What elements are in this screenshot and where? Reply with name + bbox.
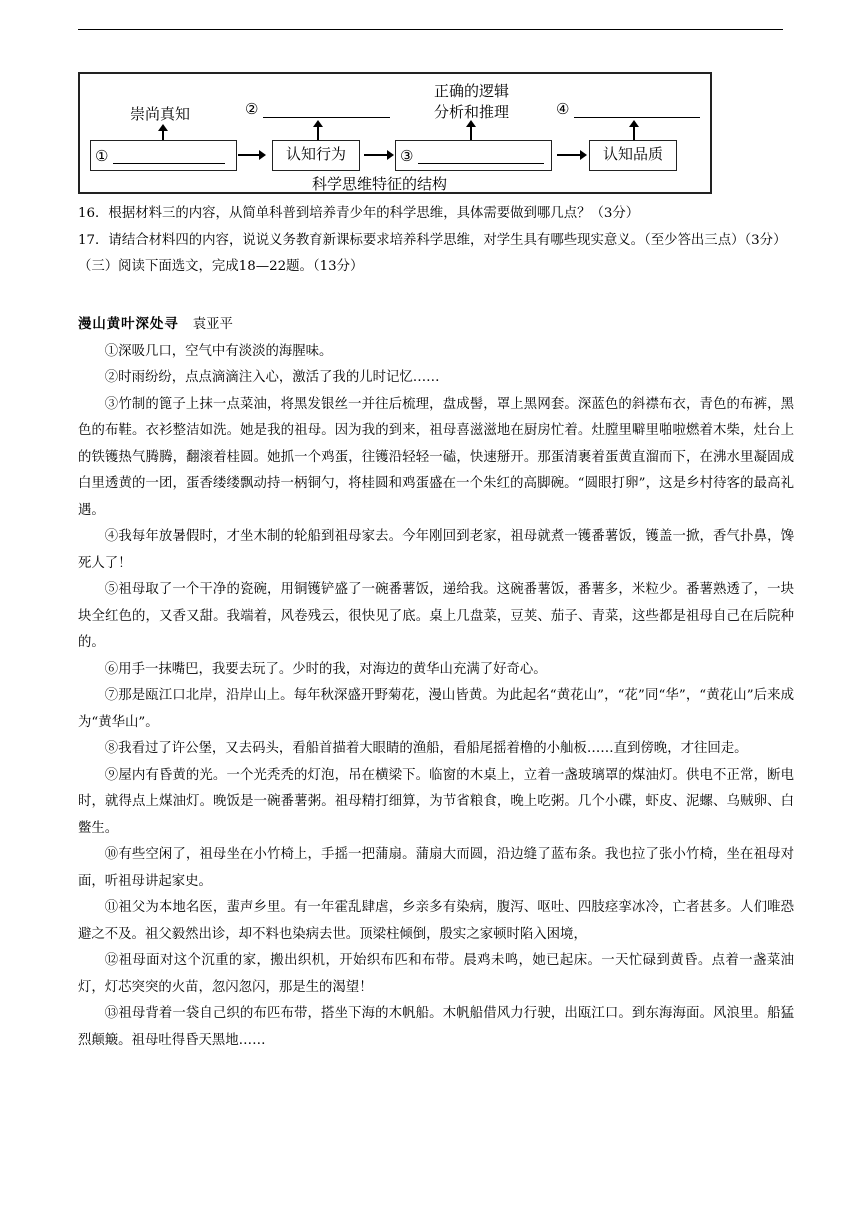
paragraph-7: ⑦那是瓯江口北岸，沿岸山上。每年秋深盛开野菊花，漫山皆黄。为此起名“黄花山”，“花”同“华”，“黄花山”后来成为“黄华山”。 xyxy=(78,688,794,730)
question-16: 16．根据材料三的内容，从简单科普到培养青少年的科学思维，具体需要做到哪几点？（3分） xyxy=(78,206,640,221)
box-4 xyxy=(589,140,677,171)
section-three-heading: （三）阅读下面选文，完成18—22题。（13分） xyxy=(78,259,364,274)
arrow-up-4 xyxy=(633,126,635,141)
article-author: 袁亚平 xyxy=(192,317,233,332)
paragraph-1: ①深吸几口，空气中有淡淡的海腥味。 xyxy=(104,343,333,359)
blank-line-2 xyxy=(263,117,390,118)
paragraph-13: ⑬祖母背着一袋自己织的布匹布带，搭坐下海的木帆船。木帆船借风力行驶，出瓯江口。到东海海面。风浪里。船猛烈颠簸。祖母吐得昏天黑地…… xyxy=(78,1006,794,1048)
arrow-up-3 xyxy=(470,126,472,141)
question-17: 17．请结合材料四的内容，说说义务教育新课标要求培养科学思维，对学生具有哪些现实意义。（至少答出三点）（3分） xyxy=(78,232,787,248)
science-thinking-diagram xyxy=(78,72,712,194)
arrow-right-3 xyxy=(557,154,581,156)
box-2-label: 认知行为 xyxy=(285,145,346,163)
arrow-right-1 xyxy=(238,154,260,156)
box-4-label: 认知品质 xyxy=(602,145,663,163)
box-1-label: ① xyxy=(95,147,109,165)
header-rule xyxy=(78,29,783,30)
arrow-up-2 xyxy=(317,126,319,141)
paragraph-3: ③竹制的篦子上抹一点菜油，将黑发银丝一并往后梳理，盘成髻，罩上黑网套。深蓝色的斜襟布衣，青色的布裤，黑色的布鞋。衣衫整洁如洗。她是我的祖母。因为我的到来，祖母喜滋滋地在厨房忙着。灶膛里噼里啪啦燃着木柴，灶台上的铁镬热气腾腾，翻滚着桂圆。她抓一个鸡蛋，往镬沿轻轻一磕，快速掰开。那蛋清裹着蛋黄直溜而下，在沸水里凝固成白里透黄的一团，蛋香缕缕飘动持一柄铜勺，将桂圆和鸡蛋盛在一个朱红的高脚碗。“圆眼打卵”，这是乡村待客的最高礼遇。 xyxy=(78,396,794,518)
box-1-blank xyxy=(113,163,225,164)
box-3-label: ③ xyxy=(400,147,414,165)
paragraph-6: ⑥用手一抹嘴巴，我要去玩了。少时的我，对海边的黄华山充满了好奇心。 xyxy=(104,661,547,677)
paragraph-10: ⑩有些空闲了，祖母坐在小竹椅上，手摇一把蒲扇。蒲扇大而圆，沿边缝了蓝布条。我也拉了张小竹椅，坐在祖母对面，听祖母讲起家史。 xyxy=(78,847,794,889)
label-blank-4: ④ xyxy=(556,100,570,118)
paragraph-5: ⑤祖母取了一个干净的瓷碗，用铜镬铲盛了一碗番薯饭，递给我。这碗番薯饭，番薯多，米粒少。番薯熟透了，一块块全红色的，又香又甜。我端着，风卷残云，很快见了底。桌上几盘菜，豆荚、茄子、青菜，这些都是祖母自己在后院种的。 xyxy=(78,582,794,650)
diagram-caption: 科学思维特征的结构 xyxy=(312,175,448,193)
paragraph-12: ⑫祖母面对这个沉重的家，搬出织机，开始织布匹和布带。晨鸡未鸣，她已起床。一天忙碌到黄昏。点着一盏菜油灯，灯芯突突的火苗，忽闪忽闪，那是生的渴望！ xyxy=(78,953,794,995)
paragraph-8: ⑧我看过了许公堡，又去码头，看船首描着大眼睛的渔船，看船尾摇着橹的小舢板……直到傍晚，才往回走。 xyxy=(104,741,748,756)
blank-line-4 xyxy=(574,117,700,118)
box-3 xyxy=(395,140,552,171)
article-heading xyxy=(78,311,794,339)
label-logic-line1: 正确的逻辑 xyxy=(434,82,510,100)
arrow-right-2 xyxy=(364,154,388,156)
paragraph-2: ②时雨纷纷，点点滴滴注入心，激活了我的儿时记忆…… xyxy=(104,370,440,385)
questions-block xyxy=(78,201,794,281)
label-chongshang-zhenzhi: 崇尚真知 xyxy=(130,105,191,123)
article xyxy=(78,311,794,1054)
paragraph-11: ⑪祖父为本地名医，蜚声乡里。有一年霍乱肆虐，乡亲多有染病，腹泻、呕吐、四肢痉挛冰冷，亡者甚多。人们唯恐避之不及。祖父毅然出诊，却不料也染病去世。顶梁柱倾倒，殷实之家顿时陷入困境， xyxy=(78,900,794,942)
paragraph-9: ⑨屋内有昏黄的光。一个光秃秃的灯泡，吊在横梁下。临窗的木桌上，立着一盏玻璃罩的煤油灯。供电不正常，断电时，就得点上煤油灯。晚饭是一碗番薯粥。祖母精打细算，为节省粮食，晚上吃粥。几个小碟，虾皮、泥螺、乌贼卵、白鳖生。 xyxy=(78,767,794,836)
label-blank-2: ② xyxy=(245,100,259,118)
box-1 xyxy=(90,140,237,171)
article-title: 漫山黄叶深处寻 xyxy=(78,316,179,332)
box-2 xyxy=(272,140,360,171)
box-3-blank xyxy=(418,163,544,164)
label-logic-line2: 分析和推理 xyxy=(434,103,510,121)
paragraph-4: ④我每年放暑假时，才坐木制的轮船到祖母家去。今年刚回到老家，祖母就煮一镬番薯饭，镬盖一掀，香气扑鼻，馋死人了！ xyxy=(78,529,794,571)
